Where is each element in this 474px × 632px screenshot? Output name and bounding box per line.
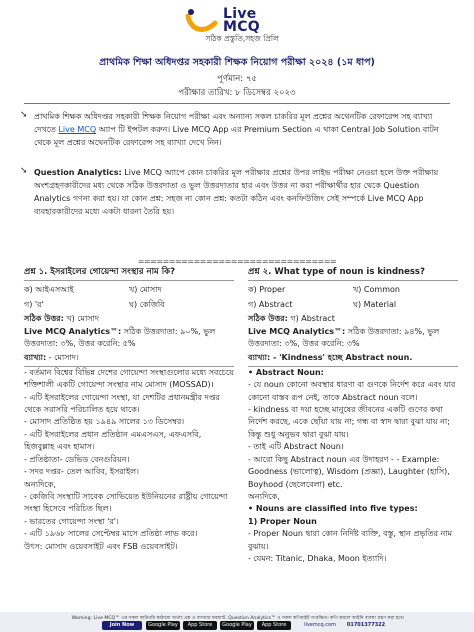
explanation-line: - Proper Noun দ্বারা কোন নির্দিষ্ট ব্যক্তি, বস্তু, স্থান প্রভৃতির নাম বুঝায়। xyxy=(248,529,453,551)
explanation-line: উৎস: মোসাদ ওয়েবসাইট এবং FSB ওয়েবসাইট। xyxy=(24,541,178,551)
answer-label: সঠিক উত্তর: xyxy=(248,314,288,324)
intro-text-a: প্রাথমিক শিক্ষক অধিদপ্তর সহকারী শিক্ষক নিয়োগ পরীক্ষা এবং অন্যান্য সকল চাকরির মূল প্রশ্নের অথেনটিক রেফারেন্স সহ ব্যাখ্যা দেখতে xyxy=(34,112,433,134)
explanation-line: অন্যদিকে, xyxy=(24,479,56,489)
explain-value: - 'Kindness' হচ্ছে Abstract noun. xyxy=(270,353,413,363)
answer-value: গ) Abstract xyxy=(287,314,335,324)
exam-title: প্রাথমিক শিক্ষা অধিদপ্তর সহকারী শিক্ষক নিয়োগ পরীক্ষা ২০২৪ (১ম ধাপ) xyxy=(99,57,375,68)
option: গ) 'র' xyxy=(24,299,44,309)
logo-word-live: Live xyxy=(223,6,257,22)
explain-value: - মোসাদ। xyxy=(46,353,79,363)
explanation-line: - সদর দপ্তর- তেল আবিব, ইসরাইল। xyxy=(24,467,139,477)
analytics-label: Live MCQ Analytics™: xyxy=(248,326,346,336)
explanation-heading xyxy=(24,352,234,366)
explanation-line: - ভারতের গোয়েন্দা সংস্থা 'র'। xyxy=(24,516,119,526)
explanation-line: - মোসাদ প্রতিষ্ঠিত হয় ১৯৪৯ সালের ১৩ ডিসেম্বর। xyxy=(24,417,185,427)
explanation-line: - যে noun কোনো অবস্থার ধারণা বা গুণকে নির্দেশ করে এবং যার কোনো বাস্তব রূপ নেই, তাকে Abstract noun বলে। xyxy=(248,380,456,402)
phone-number[interactable]: 01701377322 xyxy=(346,622,386,628)
logo-swoosh-icon xyxy=(185,7,219,37)
option: খ) Common xyxy=(353,285,400,295)
explanation-line: - এটি ১৯৬৮ সালের সেপ্টেম্বর মাসে প্রতিষ্ঠা লাভ করে। xyxy=(24,529,198,539)
abstract-noun-heading: • Abstract Noun: xyxy=(248,367,324,377)
exam-date: পরীক্ষার তারিখ: ৮ ডিসেম্বর ২০২৩ xyxy=(178,88,296,98)
analytics xyxy=(24,326,234,351)
question-2-column xyxy=(248,266,458,565)
explanation-line: - কেজিবি সংস্থাটি সাবেক সোভিয়েত ইউনিয়নের রাষ্ট্রীয় গোয়েন্দা সংস্থা হিসেবে পরিচিত ছিল। xyxy=(24,491,228,514)
logo-word-mcq: MCQ xyxy=(223,19,261,35)
explanation-line: - প্রতিষ্ঠাতা- ডেভিড বেনগুরিয়ন। xyxy=(24,454,130,464)
header-divider xyxy=(24,103,450,104)
footer-bar xyxy=(0,612,474,632)
explain-label: ব্যাখ্যা: xyxy=(24,353,47,363)
question-1-title: প্রশ্ন ১. ইসরাইলের গোয়েন্দা সংস্থার নাম কি? xyxy=(24,266,234,281)
answer-label: সঠিক উত্তর: xyxy=(24,314,64,324)
question-analytics-text: Live MCQ অ্যাপে কোন চাকরির মূল পরীক্ষার প্রশ্নের উপর লাইভ পরীক্ষা নেওয়া হলে উক্ত পরীক্ষায় অংশগ্রহণকারীদের মধ্য থেকে সঠিক উত্তরদাতা ও ভুল উত্তরদাতার হার এবং উত্তর না করা পরীক্ষার্থীর হার থেকে Question Analytics গণনা করা হয়। যা কোন প্রশ্ন: সহজ না কোন প্রশ্ন: কতটা কঠিন এবং কনফিউজিং সেই সম্পর্কে Live MCQ App ব্যবহারকারীদের মধ্যে একটা ধারনা তৈরি হয়। xyxy=(34,168,439,216)
explanation-line: - যেমন: Titanic, Dhaka, Moon ইত্যাদি। xyxy=(248,553,387,563)
answer-value: খ) মোসাদ xyxy=(63,314,100,324)
proper-noun-heading: 1) Proper Noun xyxy=(248,516,317,526)
arrow-bullet-icon: ➘ xyxy=(20,166,28,176)
question-2-options xyxy=(248,284,458,311)
intro-paragraph-1 xyxy=(34,110,446,149)
copyright-warning: Warning: Live MCQ™ এর সকল কারিগরি কাঠামো অর্থাৎ প্রশ্ন ও ব্যাখ্যার ফরম্যাট, Question Analytics™ ও সকল কপিরাইট সংরক্ষিত। কপি করলে আইনি ব্যবস্থা গ্রহণ করা হবে। xyxy=(71,616,405,621)
question-2-title: প্রশ্ন ২. What type of noun is kindness? xyxy=(248,266,458,281)
question-analytics-heading: Question Analytics: xyxy=(34,168,122,177)
explanation-line: - এটি ইসরাইলের প্রধান প্রতিষ্ঠান এমএসএস, এফএসবি, হিজবুল্লাহ এবং হামাস। xyxy=(24,429,202,452)
option: ক) Proper xyxy=(248,285,286,295)
analytics-text: সঠিক উত্তরদাতা: ৯০%, ভুল উত্তরদাতা: ৩%, উত্তর করেনি: ৫% xyxy=(24,326,216,349)
live-mcq-link[interactable]: Live MCQ xyxy=(58,125,97,134)
explanation-heading xyxy=(248,352,458,366)
app-store-badge[interactable]: App Store xyxy=(183,621,217,630)
question-1-options xyxy=(24,284,234,311)
option: ঘ) Material xyxy=(353,299,397,309)
option: ক) আইএসআই xyxy=(24,285,74,295)
explanation-line: - আরো কিছু Abstract noun এর উদাহরণ - - Example: Goodness (ভালোত্ব), Wisdom (প্রজ্ঞা), Laughter (হাসি), Boyhood (ছেলেবেলা) etc. xyxy=(248,454,450,489)
explanation-line: - kindness বা দয়া হচ্ছে মানুষের জীবনের একটি গুণের কথা নির্দেশ করছে, একে ছোঁয়া যায় না; গন্ধ বা স্বাদ দ্বারা বুঝা যায় না; কিন্তু শুধু অনুভব দ্বারা বুঝা যায়। xyxy=(248,405,450,439)
explain-label: ব্যাখ্যা: xyxy=(248,353,271,363)
app-store-badge[interactable]: App Store xyxy=(257,621,291,630)
join-now-button[interactable]: Join Now xyxy=(102,621,142,630)
full-marks: পূর্ণমান: ৭৫ xyxy=(217,74,257,84)
google-play-badge[interactable]: Google Play xyxy=(220,621,254,630)
footer-links xyxy=(0,621,474,631)
analytics-text: সঠিক উত্তরদাতা: ৯৪%, ভুল উত্তরদাতা: ৩%, উত্তর করেনি: ৩% xyxy=(248,326,440,349)
option: গ) Abstract xyxy=(248,299,293,309)
section-divider: ================================ xyxy=(137,257,337,266)
intro-text-b: অ্যাপ টি ইন্সটল করুন। Live MCQ App এর Premium Section এ থাকা Central Job Solution বাটন থেকে মূল প্রশ্নের অথেনটিক রেফারেন্স সহ ব্যাখ্যা দেখে নিন। xyxy=(34,125,439,147)
intro-paragraph-2 xyxy=(34,166,446,218)
website-link[interactable]: livemcq.com xyxy=(304,622,336,628)
arrow-bullet-icon: ➘ xyxy=(20,110,28,120)
correct-answer xyxy=(248,313,458,325)
question-1-column xyxy=(24,266,234,553)
option: ঘ) কেজিবি xyxy=(129,299,165,309)
analytics-label: Live MCQ Analytics™: xyxy=(24,326,122,336)
option: খ) মোসাদ xyxy=(129,285,162,295)
logo-tagline: সঠিক প্রস্তুতি,সহজ প্রিলি xyxy=(205,34,279,43)
google-play-badge[interactable]: Google Play xyxy=(146,621,180,630)
noun-types-heading: • Nouns are classified into five types: xyxy=(248,504,418,514)
explanation-line: - বর্তমান বিশ্বের বিভিন্ন দেশের গোয়েন্দা সংস্থাগুলোর মধ্যে সবচেয়ে শক্তিশালী একটি গোয়েন্দা সংস্থার নাম মোসাদ (MOSSAD)। xyxy=(24,367,234,390)
explanation-line: - তাই এটি Abstract Noun। xyxy=(248,442,344,452)
analytics xyxy=(248,326,458,351)
explanation-line: অন্যদিকে, xyxy=(248,491,280,501)
correct-answer xyxy=(24,313,234,325)
explanation-line: - এটি ইসরাইলের গোয়েন্দা সংস্থা, যা দেশটির প্রধানমন্ত্রীর দপ্তর থেকে সরাসরি পরিচালিত হয়ে থাকে। xyxy=(24,392,220,415)
